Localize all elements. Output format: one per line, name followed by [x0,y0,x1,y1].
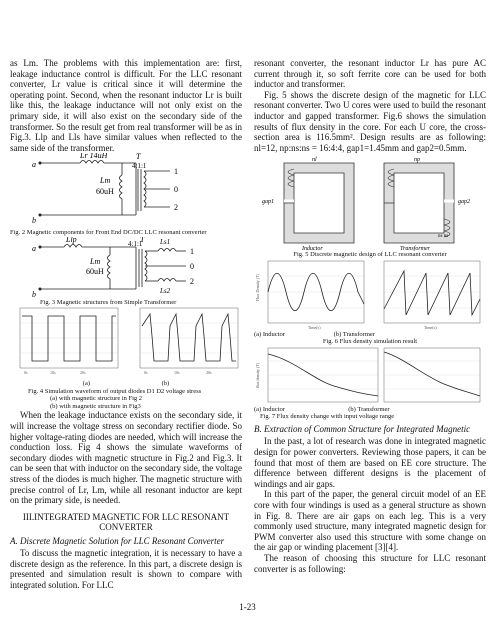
right-paragraph-4: In this part of the paper, the general circuit model of an EE core with four windings is used as a general structure as shown in Fig. 8. There are air gaps on each leg. This is a very commonly used structure, many integrated magnetic design for PWM converter also used this structure with some change on the air gap or winding placement [3][4]. [254,489,486,553]
svg-text:a: a [32,243,36,253]
fig5-cores [254,153,486,251]
svg-text:10s: 10s [50,370,56,376]
fig2-caption: Fig. 2 Magnetic components for Front End DC/DC LLC resonant converter [10,229,207,237]
svg-text:Transformer: Transformer [400,246,431,252]
svg-text:Lm: Lm [90,256,101,266]
subsection-a-heading: A. Discrete Magnetic Solution for LLC Resonant Converter [10,535,225,546]
right-paragraph-2: Fig. 5 shows the discrete design of the magnetic for LLC resonant converter. Two U cores were used to build the resonant inductor and gapped transformer. Fig.6 shows the simulation results of flux density in the core. For each U core, the cross-section area is 116.5mm². Design results are as following: nl=12, np:ns:ns = 16:4:4, gap1=1.45mm and gap2=0.5mm. [254,89,486,153]
fig7-caption: Fig. 7 Flux density change with input voltage range [260,413,395,421]
left-column [10,58,242,591]
fig4-waveforms [10,306,242,380]
left-paragraph-2: When the leakage inductance exists on the secondary side, it will increase the voltage stress on secondary rectifier diode. So higher voltage-rating diodes are needed, which will increase the conduction loss. Fig 4 shows the simulate waveforms of secondary diodes with magnetic structure in Fig.2 and Fig.3. It can be seen that with inductor on the secondary side, the voltage stress of the diodes is much higher. The magnetic structure with precise control of Lr, Lm, while all resonant inductor are kept on the primary side, is needed. [10,410,242,506]
svg-text:4:1:1: 4:1:1 [132,162,147,171]
svg-text:Ls1: Ls1 [160,237,171,246]
right-paragraph-3: In the past, a lot of research was done in integrated magnetic design for power converters. Reviewing those papers, it can be found that most of them are based on EE core structure. The difference between different designs is the placement of windings and air gaps. [254,436,486,489]
fig6-waveforms [254,259,486,331]
svg-text:Ls2: Ls2 [160,286,171,295]
svg-text:1: 1 [190,246,194,256]
svg-text:Time(s): Time(s) [424,324,437,330]
svg-text:Lm: Lm [100,176,111,186]
svg-text:10s: 10s [174,370,180,376]
fig4-caption-2: (a) with magnetic structure in Fig 2 [50,395,143,403]
right-paragraph-1: resonant converter, the resonant inductor Lr has pure AC current through it, so soft ferrite core can be used for both inductor and transformer. [254,58,486,90]
fig3-circuit [10,237,242,299]
svg-text:gap2: gap2 [458,199,470,206]
svg-text:ns ns: ns ns [438,234,449,240]
fig4-caption-1: Fig. 4 Simulation waveform of output diodes D1 D2 voltage stress [28,387,202,395]
svg-text:Inductor: Inductor [302,246,323,252]
svg-text:2: 2 [190,276,194,286]
svg-text:2: 2 [174,203,178,213]
svg-text:nl: nl [312,157,317,164]
svg-text:0s: 0s [144,370,148,376]
svg-text:Lr 14uH: Lr 14uH [80,153,108,161]
svg-text:a: a [32,160,36,170]
fig6-caption: Fig. 6 Flux density simulation result [322,338,418,346]
fig6-sublabels: (a) Inductor (b) Transformer [254,330,375,338]
svg-text:0s: 0s [24,370,28,376]
fig4-sublabels: (a) (b) [82,380,170,388]
fig7-curves [254,346,486,406]
svg-text:0: 0 [174,185,178,195]
svg-text:4:1:1: 4:1:1 [128,239,143,248]
fig7-sublabels: (a) Inductor (b) Transformer [254,405,390,413]
svg-text:T: T [136,153,141,162]
fig3-caption: Fig. 3 Magnetic structures from Simple Transformer [40,298,177,306]
svg-text:60uH: 60uH [86,266,104,276]
svg-text:gap1: gap1 [262,199,274,206]
page-number: 1-23 [239,602,256,612]
svg-text:T: T [140,236,145,244]
svg-text:Llp: Llp [66,236,77,244]
svg-text:0: 0 [190,261,194,271]
svg-text:flux density (T): flux density (T) [255,362,260,388]
fig2-circuit [10,153,242,229]
svg-text:b: b [32,289,36,299]
svg-text:60uH: 60uH [96,187,114,197]
left-paragraph-3: To discuss the magnetic integration, it is necessary to have a discrete design as the reference. In this part, a discrete design is presented and simulation result is shown to compare with integrated solution. For LLC [10,548,242,591]
svg-text:b: b [32,216,36,226]
fig5-caption: Fig. 5 Discrete magnetic design of LLC resonant converter [293,251,447,259]
svg-text:20s: 20s [206,370,212,376]
svg-text:1: 1 [174,167,178,177]
svg-text:20s: 20s [80,370,86,376]
section-heading-3: III.INTEGRATED MAGNETIC FOR LLC RESONANT CONVERTER [22,511,230,533]
svg-text:Flux Density (T): Flux Density (T) [255,273,260,301]
left-paragraph-1: as Lm. The problems with this implementation are: first, leakage inductance control is difficult. For the LLC resonant converter, Lr value is critical since it will determine the operating point. Second, when the resonant inductor Lr is built like this, the leakage inductance will not only exist on the primary side, it will also exist on the secondary side of the transformer. So the result get from real transformer will be as in Fig.3. Llp and Lls have similar values when reflected to the same side of the transformer. [10,58,242,153]
fig4-caption-3: (b) with magnetic structure in Fig3 [50,402,141,410]
right-column [254,58,486,574]
subsection-b-heading: B. Extraction of Common Structure for Integrated Magnetic [254,423,471,434]
svg-text:Time(s): Time(s) [308,324,321,330]
svg-text:np: np [414,157,420,164]
right-paragraph-5: The reason of choosing this structure for LLC resonant converter is as following: [254,552,486,574]
